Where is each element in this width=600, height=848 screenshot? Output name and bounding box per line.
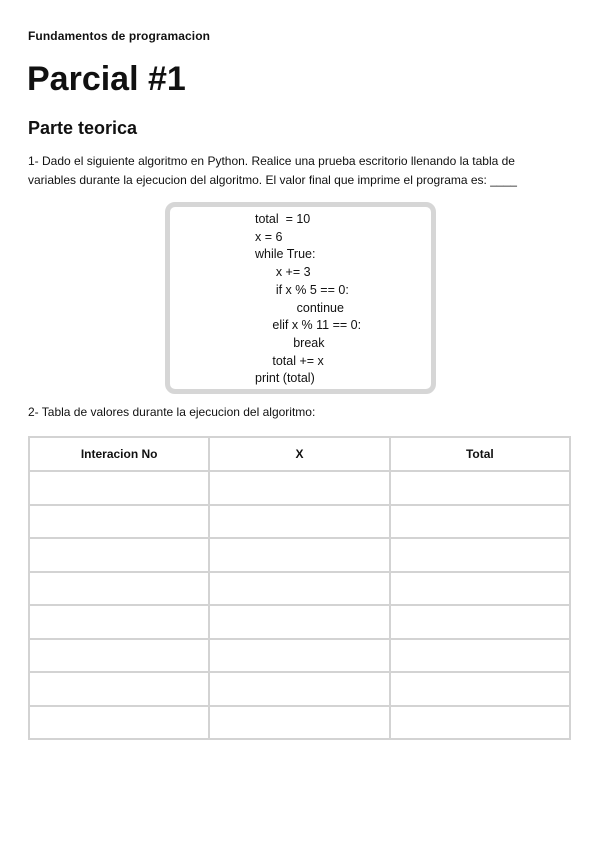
section-title: Parte teorica — [28, 118, 138, 138]
table-cell[interactable] — [390, 505, 570, 539]
table-cell[interactable] — [29, 505, 209, 539]
table-row — [29, 538, 570, 572]
table-cell[interactable] — [390, 538, 570, 572]
table-cell[interactable] — [29, 639, 209, 673]
table-cell[interactable] — [390, 471, 570, 505]
table-cell[interactable] — [209, 572, 389, 606]
column-header-x: X — [209, 437, 389, 471]
table-cell[interactable] — [209, 605, 389, 639]
table-row — [29, 471, 570, 505]
code-line-text: break — [255, 335, 325, 350]
question-2-text: 2- Tabla de valores durante la ejecucion del algoritmo: — [28, 405, 316, 419]
column-header-iteration: Interacion No — [29, 437, 209, 471]
code-line-text: if x % 5 == 0: — [255, 282, 349, 297]
code-line-text: total += x — [255, 353, 324, 368]
course-name: Fundamentos de programacion — [28, 29, 211, 43]
table-cell[interactable] — [29, 572, 209, 606]
table-cell[interactable] — [209, 538, 389, 572]
code-line-text: elif x % 11 == 0: — [255, 318, 362, 333]
table-cell[interactable] — [209, 505, 389, 539]
table-row — [29, 572, 570, 606]
table-cell[interactable] — [390, 639, 570, 673]
code-line-text: x += 3 — [255, 265, 311, 280]
table-cell[interactable] — [209, 471, 389, 505]
code-line-text: x = 6 — [255, 229, 283, 244]
code-box — [165, 202, 436, 394]
table-cell[interactable] — [29, 672, 209, 706]
table-cell[interactable] — [390, 572, 570, 606]
code-line-text: continue — [255, 300, 344, 315]
question-1-text: 1- Dado el siguiente algoritmo en Python. Realice una prueba escritorio llenando la tabla de variables durante la ejecucion del algoritmo. El valor final que imprime el programa es: ____ — [28, 154, 517, 187]
table-cell[interactable] — [390, 605, 570, 639]
table-row — [29, 605, 570, 639]
table-cell[interactable] — [29, 471, 209, 505]
values-table — [28, 436, 571, 740]
table-cell[interactable] — [29, 706, 209, 740]
table-row — [29, 505, 570, 539]
code-line-text: while True: — [255, 247, 316, 262]
code-line-text: print (total) — [255, 371, 315, 386]
table-cell[interactable] — [209, 706, 389, 740]
page-title: Parcial #1 — [27, 60, 186, 98]
table-row — [29, 672, 570, 706]
table-row — [29, 706, 570, 740]
table-cell[interactable] — [29, 538, 209, 572]
table-row — [29, 639, 570, 673]
table-cell[interactable] — [29, 605, 209, 639]
code-line-text: total = 10 — [255, 212, 311, 226]
table-cell[interactable] — [209, 672, 389, 706]
table-cell[interactable] — [390, 706, 570, 740]
table-cell[interactable] — [209, 639, 389, 673]
column-header-total: Total — [390, 437, 570, 471]
table-header-row — [29, 437, 570, 471]
table-cell[interactable] — [390, 672, 570, 706]
